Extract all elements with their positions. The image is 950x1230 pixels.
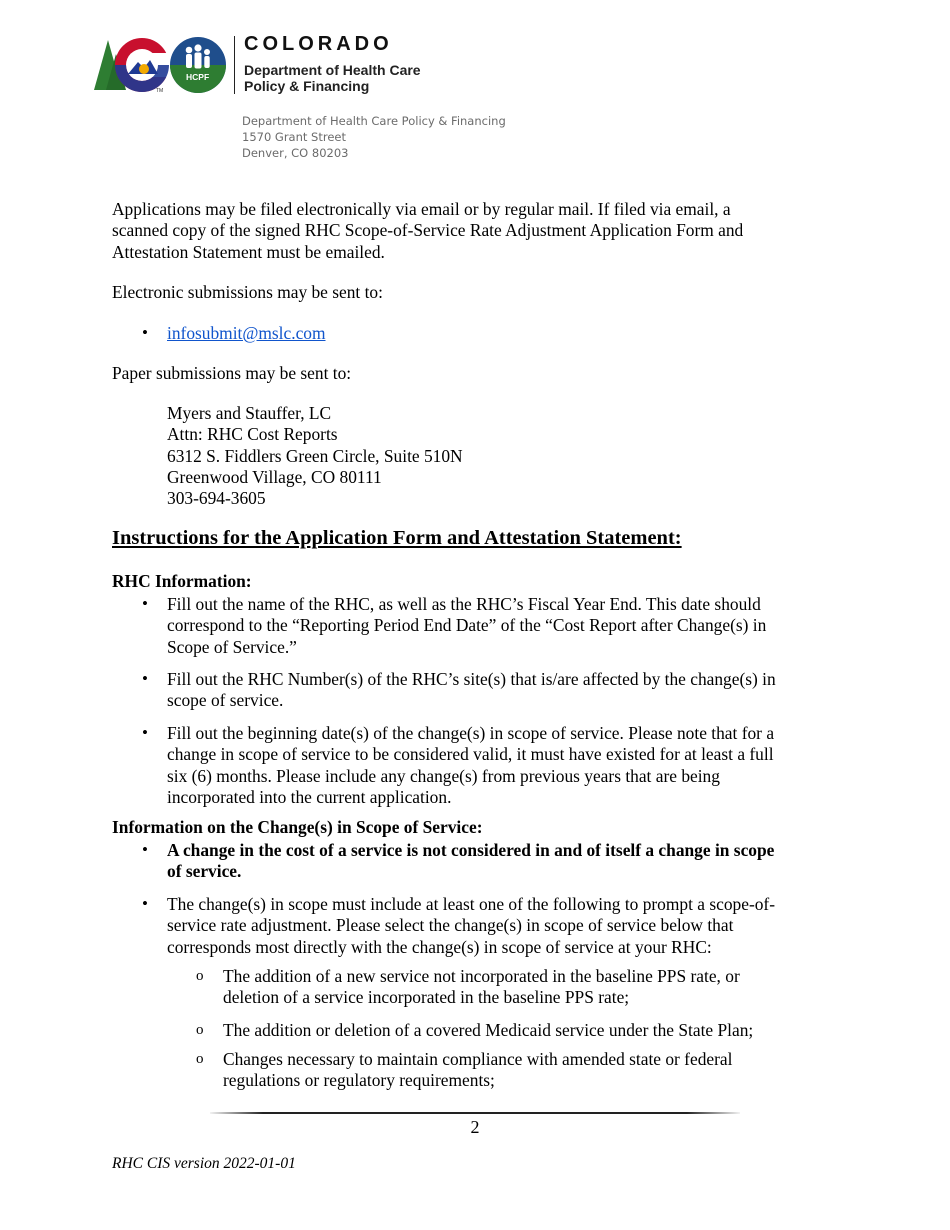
hollow-circle-bullet-icon: o bbox=[196, 1022, 204, 1038]
bullet-dot-icon: • bbox=[142, 840, 148, 859]
mailing-address-line: Attn: RHC Cost Reports bbox=[167, 424, 338, 445]
bullet-line: change in scope of service to be considered valid, it must have existed for at least a full bbox=[167, 744, 774, 765]
bullet-dot-icon: • bbox=[142, 894, 148, 913]
intro-paragraph bbox=[112, 199, 743, 263]
sub-bullet-item bbox=[223, 1049, 732, 1092]
bullet-dot-icon: • bbox=[142, 723, 148, 742]
bullet-line: The change(s) in scope must include at least one of the following to prompt a scope-of- bbox=[167, 894, 776, 914]
sub-bullet-item bbox=[223, 966, 740, 1009]
page-number: 2 bbox=[470, 1117, 480, 1137]
mailing-address-line: Myers and Stauffer, LC bbox=[167, 403, 332, 423]
bullet-line: The addition of a new service not incorporated in the baseline PPS rate, or bbox=[223, 966, 740, 986]
paragraph-line: scanned copy of the signed RHC Scope-of-Service Rate Adjustment Application Form and bbox=[112, 220, 744, 241]
bullet-dot-icon: • bbox=[142, 594, 148, 613]
bullet-line: Fill out the beginning date(s) of the change(s) in scope of service. Please note that for a bbox=[167, 723, 775, 743]
rhc-bullet-item bbox=[167, 669, 776, 712]
bullet-line: incorporated into the current application. bbox=[167, 786, 452, 807]
trademark-mark: TM bbox=[156, 88, 164, 94]
bullet-dot-icon: • bbox=[142, 323, 148, 342]
hcpf-badge-text: HCPF bbox=[186, 72, 210, 82]
document-version: RHC CIS version 2022-01-01 bbox=[112, 1155, 296, 1172]
change-bullet-item bbox=[167, 894, 775, 958]
instructions-heading: Instructions for the Application Form and Attestation Statement: bbox=[112, 527, 682, 549]
address-line: 1570 Grant Street bbox=[242, 130, 347, 144]
mailing-address-line: 6312 S. Fiddlers Green Circle, Suite 510N bbox=[167, 445, 463, 466]
footer-divider bbox=[210, 1112, 740, 1114]
electronic-submission-label: Electronic submissions may be sent to: bbox=[112, 282, 383, 302]
address-line: Denver, CO 80203 bbox=[242, 146, 349, 160]
bullet-line: corresponds most directly with the change(s) in scope of service at your RHC: bbox=[167, 936, 712, 957]
bullet-line: regulations or regulatory requirements; bbox=[223, 1070, 495, 1091]
bullet-line: service rate adjustment. Please select the change(s) in scope of service below that bbox=[167, 915, 734, 936]
department-name-line2: Policy & Financing bbox=[244, 78, 370, 94]
paragraph-line: Applications may be filed electronically via email or by regular mail. If filed via email, a bbox=[112, 199, 731, 219]
logo-divider bbox=[234, 36, 235, 94]
department-name-line1: Department of Health Care bbox=[244, 62, 421, 78]
bullet-line: of service. bbox=[167, 861, 242, 882]
hollow-circle-bullet-icon: o bbox=[196, 1051, 204, 1067]
bullet-line: Scope of Service.” bbox=[167, 636, 297, 657]
bullet-dot-icon: • bbox=[142, 669, 148, 688]
bullet-line: Fill out the name of the RHC, as well as the RHC’s Fiscal Year End. This date should bbox=[167, 594, 761, 614]
department-name bbox=[244, 62, 421, 94]
hcpf-family-logo-icon bbox=[170, 37, 226, 93]
rhc-bullet-item bbox=[167, 594, 766, 658]
mailing-address bbox=[167, 403, 463, 509]
paragraph-line: Attestation Statement must be emailed. bbox=[112, 241, 385, 262]
hollow-circle-bullet-icon: o bbox=[196, 968, 204, 984]
bullet-line: The addition or deletion of a covered Medicaid service under the State Plan; bbox=[223, 1020, 754, 1040]
bullet-line: Changes necessary to maintain compliance with amended state or federal bbox=[223, 1049, 733, 1069]
rhc-bullet-item bbox=[167, 723, 774, 808]
bullet-line: scope of service. bbox=[167, 690, 284, 711]
bullet-line: Fill out the RHC Number(s) of the RHC’s site(s) that is/are affected by the change(s) in bbox=[167, 669, 776, 689]
bullet-line: A change in the cost of a service is not considered in and of itself a change in scope bbox=[167, 840, 775, 860]
colorado-logo-icon bbox=[92, 34, 242, 96]
colorado-c-logo-icon bbox=[115, 38, 170, 92]
sub-bullet-item bbox=[223, 1020, 753, 1041]
bullet-line: correspond to the “Reporting Period End Date” of the “Cost Report after Change(s) in bbox=[167, 615, 767, 636]
mailing-address-line: 303-694-3605 bbox=[167, 488, 266, 509]
change-information-heading: Information on the Change(s) in Scope of Service: bbox=[112, 817, 483, 837]
department-address bbox=[242, 113, 506, 161]
paper-submission-label: Paper submissions may be sent to: bbox=[112, 363, 352, 383]
rhc-information-heading: RHC Information: bbox=[112, 571, 252, 591]
address-line: Department of Health Care Policy & Financing bbox=[242, 114, 506, 128]
bullet-line: six (6) months. Please include any change(s) from previous years that are being bbox=[167, 765, 720, 786]
change-bullet-item bbox=[167, 840, 774, 883]
bullet-line: deletion of a service incorporated in the baseline PPS rate; bbox=[223, 987, 630, 1008]
brand-wordmark: COLORADO bbox=[244, 33, 393, 55]
email-link[interactable]: infosubmit@mslc.com bbox=[167, 323, 326, 343]
mailing-address-line: Greenwood Village, CO 80111 bbox=[167, 466, 382, 487]
